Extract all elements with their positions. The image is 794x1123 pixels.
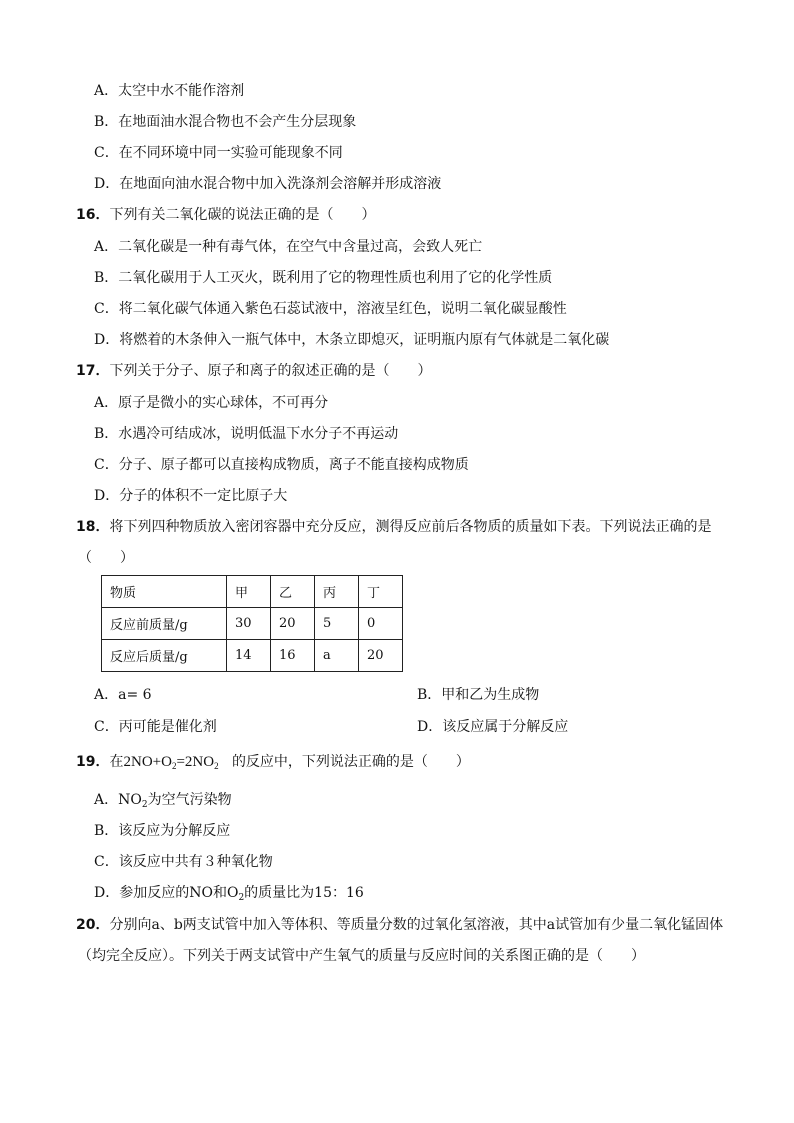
q17-option-d: D．分子的体积不一定比原子大 [94, 488, 288, 504]
q19-option-c: C．该反应中共有３种氧化物 [94, 854, 273, 870]
q18-stem-continuation: （ ） [78, 550, 134, 566]
table-header-row [102, 576, 403, 608]
table-row [102, 640, 403, 672]
q17-stem: 下列关于分子、原子和离子的叙述正确的是（ ） [109, 363, 432, 379]
q17-number: 17． [76, 363, 110, 379]
table-cell: 30 [227, 608, 271, 640]
table-cell: 20 [359, 640, 403, 672]
q16-question [76, 206, 375, 224]
q17-option-b: B．水遇冷可结成冰，说明低温下水分子不再运动 [94, 426, 399, 442]
q19-number: 19． [76, 754, 110, 770]
table-header-cell: 丙 [315, 576, 359, 608]
q18-option-d: D．该反应属于分解反应 [417, 719, 569, 735]
table-header-cell: 丁 [359, 576, 403, 608]
q16-number: 16． [76, 207, 110, 223]
q16-option-d: D．将燃着的木条伸入一瓶气体中，木条立即熄灭，证明瓶内原有气体就是二氧化碳 [94, 332, 610, 348]
q19-stem-pre: 在 [109, 754, 124, 770]
table-cell: 反应后质量/g [102, 640, 227, 672]
q19-option-d: D．参加反应的NO和$O_2$的质量比为15：16 [94, 885, 364, 903]
q18-question [76, 518, 711, 536]
q18-stem: 将下列四种物质放入密闭容器中充分反应，测得反应前后各物质的质量如下表。下列说法正确的是 [109, 519, 712, 535]
table-cell: 反应前质量/g [102, 608, 227, 640]
table-cell: 14 [227, 640, 271, 672]
q16-stem: 下列有关二氧化碳的说法正确的是（ ） [109, 207, 376, 223]
table-cell: 20 [271, 608, 315, 640]
table-header-cell: 物质 [102, 576, 227, 608]
q15-option-c: C．在不同环境中同一实验可能现象不同 [94, 145, 343, 161]
table-cell: 16 [271, 640, 315, 672]
q18-option-c: C．丙可能是催化剂 [94, 719, 217, 735]
q15-option-d: D．在地面向油水混合物中加入洗涤剂会溶解并形成溶液 [94, 176, 442, 192]
q19-option-a: A．$NO_2$为空气污染物 [94, 792, 232, 810]
q18-option-b: B．甲和乙为生成物 [417, 687, 540, 703]
q17-option-c: C．分子、原子都可以直接构成物质，离子不能直接构成物质 [94, 457, 469, 473]
mass-table [101, 575, 403, 672]
q20-stem: 分别向a、b两支试管中加入等体积、等质量分数的过氧化氢溶液，其中a试管加有少量二氧化锰固体 [109, 917, 724, 933]
q15-option-b: B．在地面油水混合物也不会产生分层现象 [94, 114, 357, 130]
chemical-equation: $2NO+O_2=2NO_2$ [123, 754, 219, 771]
table-cell: 0 [359, 608, 403, 640]
q20-question [76, 916, 723, 934]
q18-number: 18． [76, 519, 110, 535]
table-header-cell: 甲 [227, 576, 271, 608]
q19-question [76, 753, 470, 775]
table-header-cell: 乙 [271, 576, 315, 608]
q16-option-a: A．二氧化碳是一种有毒气体，在空气中含量过高，会致人死亡 [94, 239, 483, 255]
q17-question [76, 362, 431, 380]
q15-option-a: A．太空中水不能作溶剂 [94, 83, 245, 99]
q19-stem-post: 的反应中，下列说法正确的是（ ） [231, 754, 470, 770]
q17-option-a: A．原子是微小的实心球体，不可再分 [94, 395, 329, 411]
q20-number: 20． [76, 917, 110, 933]
table-cell: a [315, 640, 359, 672]
q16-option-c: C．将二氧化碳气体通入紫色石蕊试液中，溶液呈红色，说明二氧化碳显酸性 [94, 301, 567, 317]
q16-option-b: B．二氧化碳用于人工灭火，既利用了它的物理性质也利用了它的化学性质 [94, 270, 553, 286]
table-row [102, 608, 403, 640]
q18-option-a: A．a= 6 [94, 687, 152, 703]
table-cell: 5 [315, 608, 359, 640]
q20-stem-continuation: （均完全反应）。下列关于两支试管中产生氧气的质量与反应时间的关系图正确的是（ ） [78, 948, 645, 964]
q19-option-b: B．该反应为分解反应 [94, 823, 231, 839]
